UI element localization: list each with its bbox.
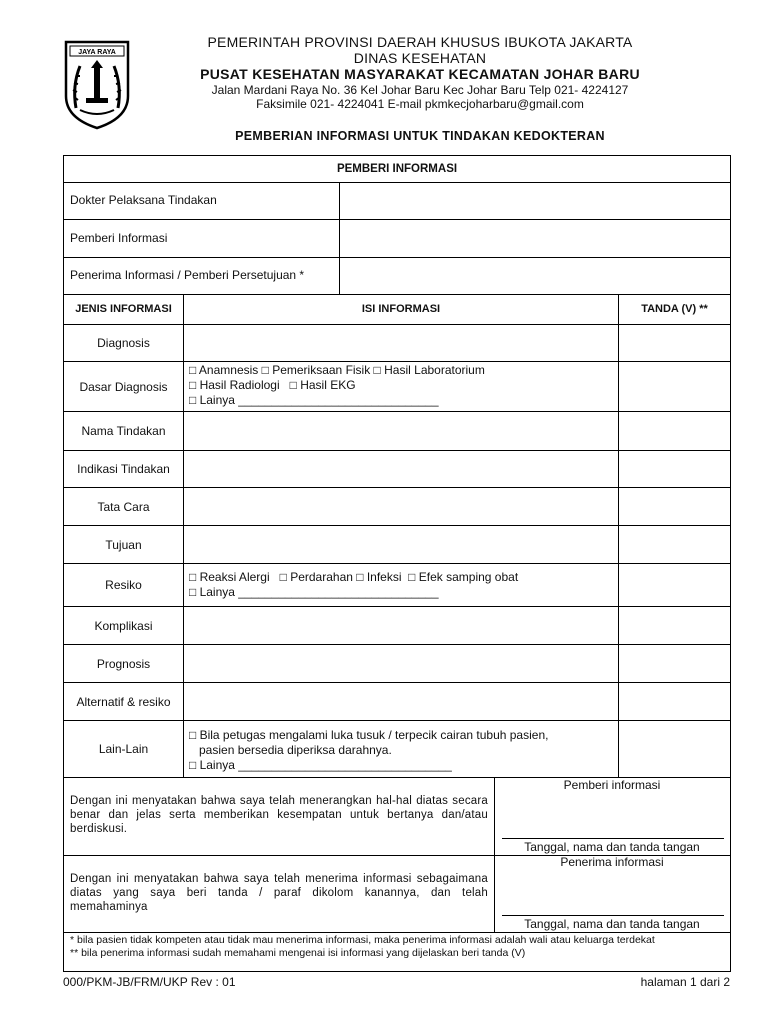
option-line[interactable]: □ Hasil Radiologi □ Hasil EKG — [189, 378, 356, 392]
input-penerima-informasi[interactable] — [340, 258, 730, 294]
option-line[interactable]: □ Lainya ______________________________ — [189, 585, 439, 599]
signature-line-penerima[interactable] — [502, 915, 724, 916]
options-resiko[interactable] — [189, 570, 518, 600]
header-contact: Faksimile 021- 4224041 E-mail pkmkecjoharbaru@gmail.com — [256, 97, 584, 111]
statement-penerima: Dengan ini menyatakan bahwa saya telah menerima informasi sebagaimana diatas yang saya beri tanda / paraf dikolom kanannya, dan telah memahaminya — [70, 873, 488, 913]
input-tujuan[interactable] — [184, 526, 618, 563]
jakarta-coat-of-arms-logo — [64, 38, 130, 130]
input-prognosis[interactable] — [184, 645, 618, 682]
signature-title-penerima: Penerima informasi — [560, 855, 664, 869]
row-label-dasar-diagnosis: Dasar Diagnosis — [79, 379, 168, 394]
option-line[interactable]: pasien bersedia diperiksa darahnya. — [189, 743, 392, 757]
label-penerima-informasi: Penerima Informasi / Pemberi Persetujuan * — [70, 268, 305, 282]
input-alternatif-resiko[interactable] — [184, 683, 618, 720]
header-institution-name: PUSAT KESEHATAN MASYARAKAT KECAMATAN JOHAR BARU — [200, 66, 640, 82]
pemberi-informasi-heading: PEMBERI INFORMASI — [336, 163, 458, 175]
header-department-line: DINAS KESEHATAN — [353, 50, 487, 66]
row-label-diagnosis: Diagnosis — [97, 336, 150, 350]
column-isi-informasi: ISI INFORMASI — [361, 303, 441, 315]
header-government-line: PEMERINTAH PROVINSI DAERAH KHUSUS IBUKOTA JAKARTA — [207, 34, 633, 50]
row-label-nama-tindakan: Nama Tindakan — [81, 424, 166, 438]
options-lain-lain[interactable] — [189, 728, 548, 773]
column-jenis-informasi: JENIS INFORMASI — [75, 303, 172, 315]
column-tanda: TANDA (V) ** — [641, 303, 708, 315]
row-label-prognosis: Prognosis — [96, 656, 151, 671]
options-dasar-diagnosis[interactable] — [189, 363, 485, 408]
informed-consent-form — [63, 155, 731, 972]
option-line[interactable]: □ Bila petugas mengalami luka tusuk / terpecik cairan tubuh pasien, — [189, 728, 549, 742]
signature-line-pemberi[interactable] — [502, 838, 724, 839]
form-code: 000/PKM-JB/FRM/UKP Rev : 01 — [63, 975, 236, 989]
input-nama-tindakan[interactable] — [184, 412, 618, 450]
tanda-diagnosis[interactable] — [619, 325, 730, 361]
input-diagnosis[interactable] — [184, 325, 618, 361]
document-title: PEMBERIAN INFORMASI UNTUK TINDAKAN KEDOKTERAN — [235, 129, 605, 143]
row-label-resiko: Resiko — [105, 578, 142, 592]
footnote-1: * bila pasien tidak kompeten atau tidak mau menerima informasi, maka penerima informasi adalah wali atau keluarga terdekat — [70, 934, 655, 946]
logo-motto-text: JAYA RAYA — [78, 49, 116, 56]
row-label-indikasi-tindakan: Indikasi Tindakan — [77, 462, 170, 476]
signature-caption-pemberi: Tanggal, nama dan tanda tangan — [524, 840, 700, 854]
option-line[interactable]: □ Lainya ________________________________ — [189, 758, 452, 772]
label-pemberi-informasi: Pemberi Informasi — [70, 231, 168, 245]
row-label-alternatif-resiko: Alternatif & resiko — [76, 694, 171, 709]
header-address: Jalan Mardani Raya No. 36 Kel Johar Baru Kec Johar Baru Telp 021- 4224127 — [211, 83, 629, 97]
row-label-lain-lain: Lain-Lain — [98, 742, 149, 756]
option-line[interactable]: □ Lainya ______________________________ — [189, 393, 439, 407]
input-dokter-pelaksana[interactable] — [340, 183, 730, 219]
row-label-komplikasi: Komplikasi — [94, 618, 153, 633]
signature-title-pemberi: Pemberi informasi — [563, 778, 661, 792]
option-line[interactable]: □ Reaksi Alergi □ Perdarahan □ Infeksi □ Efek samping obat — [189, 570, 519, 584]
row-label-tujuan: Tujuan — [105, 537, 142, 552]
footnote-2: ** bila penerima informasi sudah memahami mengenai isi informasi yang dijelaskan beri tanda (V) — [70, 947, 526, 959]
letterhead — [140, 34, 700, 111]
input-tata-cara[interactable] — [184, 488, 618, 525]
input-indikasi-tindakan[interactable] — [184, 451, 618, 487]
label-dokter-pelaksana: Dokter Pelaksana Tindakan — [70, 193, 217, 207]
option-line[interactable]: □ Anamnesis □ Pemeriksaan Fisik □ Hasil Laboratorium — [189, 363, 485, 377]
statement-pemberi: Dengan ini menyatakan bahwa saya telah menerangkan hal-hal diatas secara benar dan jelas serta memberikan kesempatan untuk bertanya dan/atau berdiskusi. — [70, 795, 488, 835]
input-komplikasi[interactable] — [184, 607, 618, 644]
input-pemberi-informasi[interactable] — [340, 220, 730, 257]
page-number: halaman 1 dari 2 — [640, 975, 730, 989]
row-label-tata-cara: Tata Cara — [97, 499, 150, 514]
tanda-dasar-diagnosis[interactable] — [619, 362, 730, 411]
signature-caption-penerima: Tanggal, nama dan tanda tangan — [524, 917, 700, 931]
